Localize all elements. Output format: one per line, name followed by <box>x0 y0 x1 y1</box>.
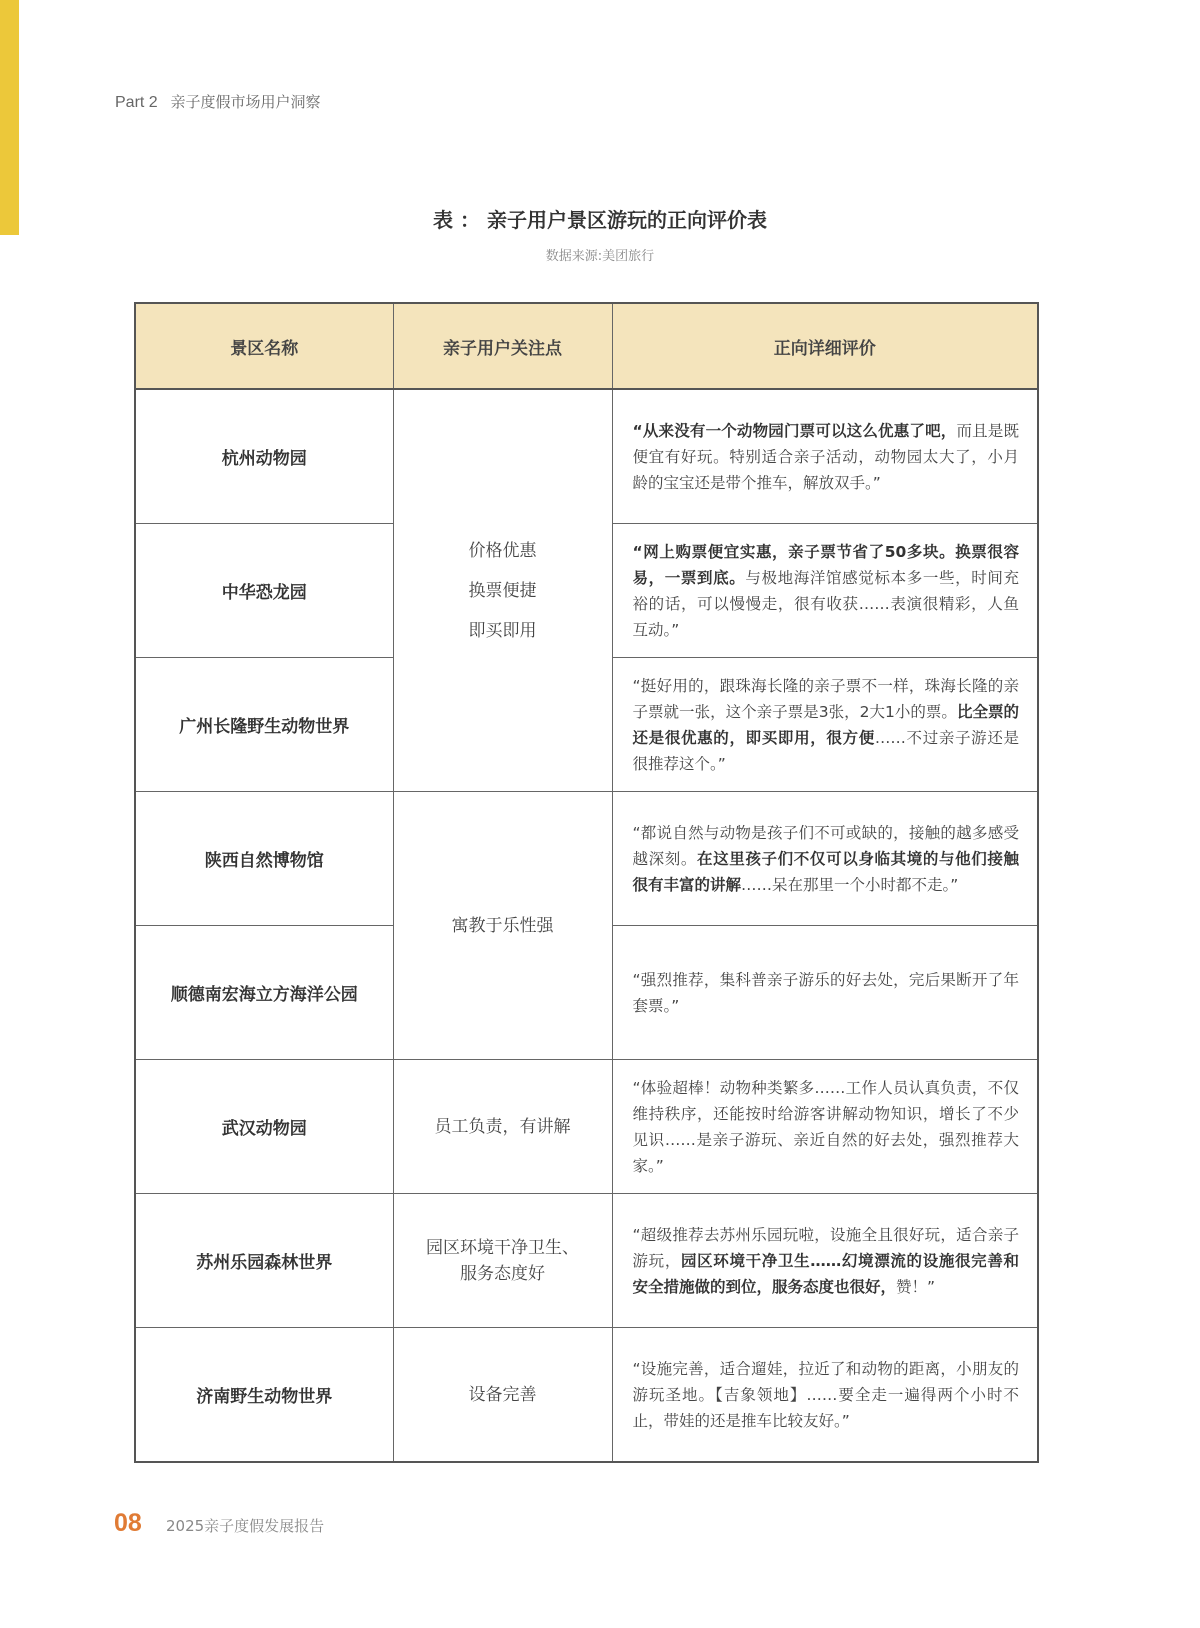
scenic-name-cell: 陕西自然博物馆 <box>135 792 393 926</box>
report-title: 2025亲子度假发展报告 <box>166 1517 325 1535</box>
focus-point: 服务态度好 <box>460 1263 545 1284</box>
review-text: 赞！” <box>896 1277 936 1296</box>
review-highlight: 园区环境干净卫生……幻境漂流的设施很完善和安全措施做的到位，服务态度也很好， <box>632 1251 1019 1296</box>
table-source: 数据来源:美团旅行 <box>545 249 655 264</box>
focus-cell <box>393 1328 612 1463</box>
table-body <box>135 389 1038 1462</box>
section-title: 亲子度假市场用户洞察 <box>170 93 321 111</box>
review-cell <box>612 389 1038 524</box>
review-text: 而且是既便宜有好玩。特别适合亲子活动，动物园太大了，小月龄的宝宝还是带个推车，解放双手。” <box>632 421 1019 492</box>
table-header-row <box>135 303 1038 389</box>
focus-cell <box>393 1060 612 1194</box>
review-text: 与极地海洋馆感觉标本多一些，时间充裕的话，可以慢慢走，很有收获……表演很精彩，人鱼互动。” <box>632 568 1019 639</box>
section-part: Part 2 <box>115 94 158 111</box>
review-text: “超级推荐去苏州乐园玩啦，设施全且很好玩，适合亲子游玩， <box>632 1225 1019 1270</box>
review-cell <box>612 926 1038 1060</box>
column-header-scenic-name: 景区名称 <box>135 303 393 389</box>
focus-point: 价格优惠 <box>468 540 537 561</box>
focus-point: 员工负责，有讲解 <box>434 1116 571 1137</box>
accent-side-bar <box>0 0 19 235</box>
review-text: “体验超棒！动物种类繁多……工作人员认真负责，不仅维持秩序，还能按时给游客讲解动物知识，增长了不少见识……是亲子游玩、亲近自然的好去处，强烈推荐大家。” <box>632 1078 1019 1175</box>
review-cell <box>612 658 1038 792</box>
scenic-name-cell: 中华恐龙园 <box>135 524 393 658</box>
scenic-name-cell: 顺德南宏海立方海洋公园 <box>135 926 393 1060</box>
table-title: 表 ： 亲子用户景区游玩的正向评价表 <box>433 208 767 232</box>
review-cell <box>612 1194 1038 1328</box>
page-number: 08 <box>114 1509 142 1537</box>
review-text: “设施完善，适合遛娃，拉近了和动物的距离，小朋友的游玩圣地。【吉象领地】……要全走一遍得两个小时不止，带娃的还是推车比较友好。” <box>632 1359 1019 1430</box>
review-cell <box>612 1328 1038 1463</box>
review-text: “挺好用的，跟珠海长隆的亲子票不一样，珠海长隆的亲子票就一张，这个亲子票是3张，2大1小的票。 <box>632 676 1019 721</box>
focus-point: 园区环境干净卫生、 <box>426 1237 579 1258</box>
scenic-name-cell: 济南野生动物世界 <box>135 1328 393 1463</box>
scenic-name-cell: 广州长隆野生动物世界 <box>135 658 393 792</box>
scenic-name-cell: 武汉动物园 <box>135 1060 393 1194</box>
table-row <box>135 1328 1038 1463</box>
table-row <box>135 1194 1038 1328</box>
review-table <box>134 302 1039 1463</box>
review-text: ……不过亲子游还是很推荐这个。” <box>632 728 1019 773</box>
table-row <box>135 389 1038 524</box>
focus-cell <box>393 389 612 792</box>
focus-point: 设备完善 <box>468 1384 537 1405</box>
review-highlight: 比全票的还是很优惠的，即买即用，很方便 <box>632 702 1019 747</box>
review-cell <box>612 792 1038 926</box>
scenic-name-cell: 苏州乐园森林世界 <box>135 1194 393 1328</box>
focus-cell <box>393 792 612 1060</box>
focus-point: 寓教于乐性强 <box>451 915 554 936</box>
column-header-focus: 亲子用户关注点 <box>393 303 612 389</box>
review-text: “都说自然与动物是孩子们不可或缺的，接触的越多感受越深刻。 <box>632 823 1019 868</box>
review-text: “强烈推荐，集科普亲子游乐的好去处，完后果断开了年套票。” <box>632 970 1019 1015</box>
focus-point: 换票便捷 <box>468 580 537 601</box>
review-cell <box>612 1060 1038 1194</box>
review-highlight: “网上购票便宜实惠，亲子票节省了50多块。换票很容易，一票到底。 <box>632 542 1019 587</box>
table-row <box>135 1060 1038 1194</box>
review-text: ……呆在那里一个小时都不走。” <box>741 875 959 894</box>
focus-point: 即买即用 <box>468 620 537 641</box>
column-header-review: 正向详细评价 <box>612 303 1038 389</box>
scenic-name-cell: 杭州动物园 <box>135 389 393 524</box>
focus-cell <box>393 1194 612 1328</box>
table-row <box>135 792 1038 926</box>
review-highlight: “从来没有一个动物园门票可以这么优惠了吧， <box>632 421 957 440</box>
review-highlight: 在这里孩子们不仅可以身临其境的与他们接触很有丰富的讲解 <box>632 849 1019 894</box>
section-header <box>115 91 320 112</box>
review-cell <box>612 524 1038 658</box>
